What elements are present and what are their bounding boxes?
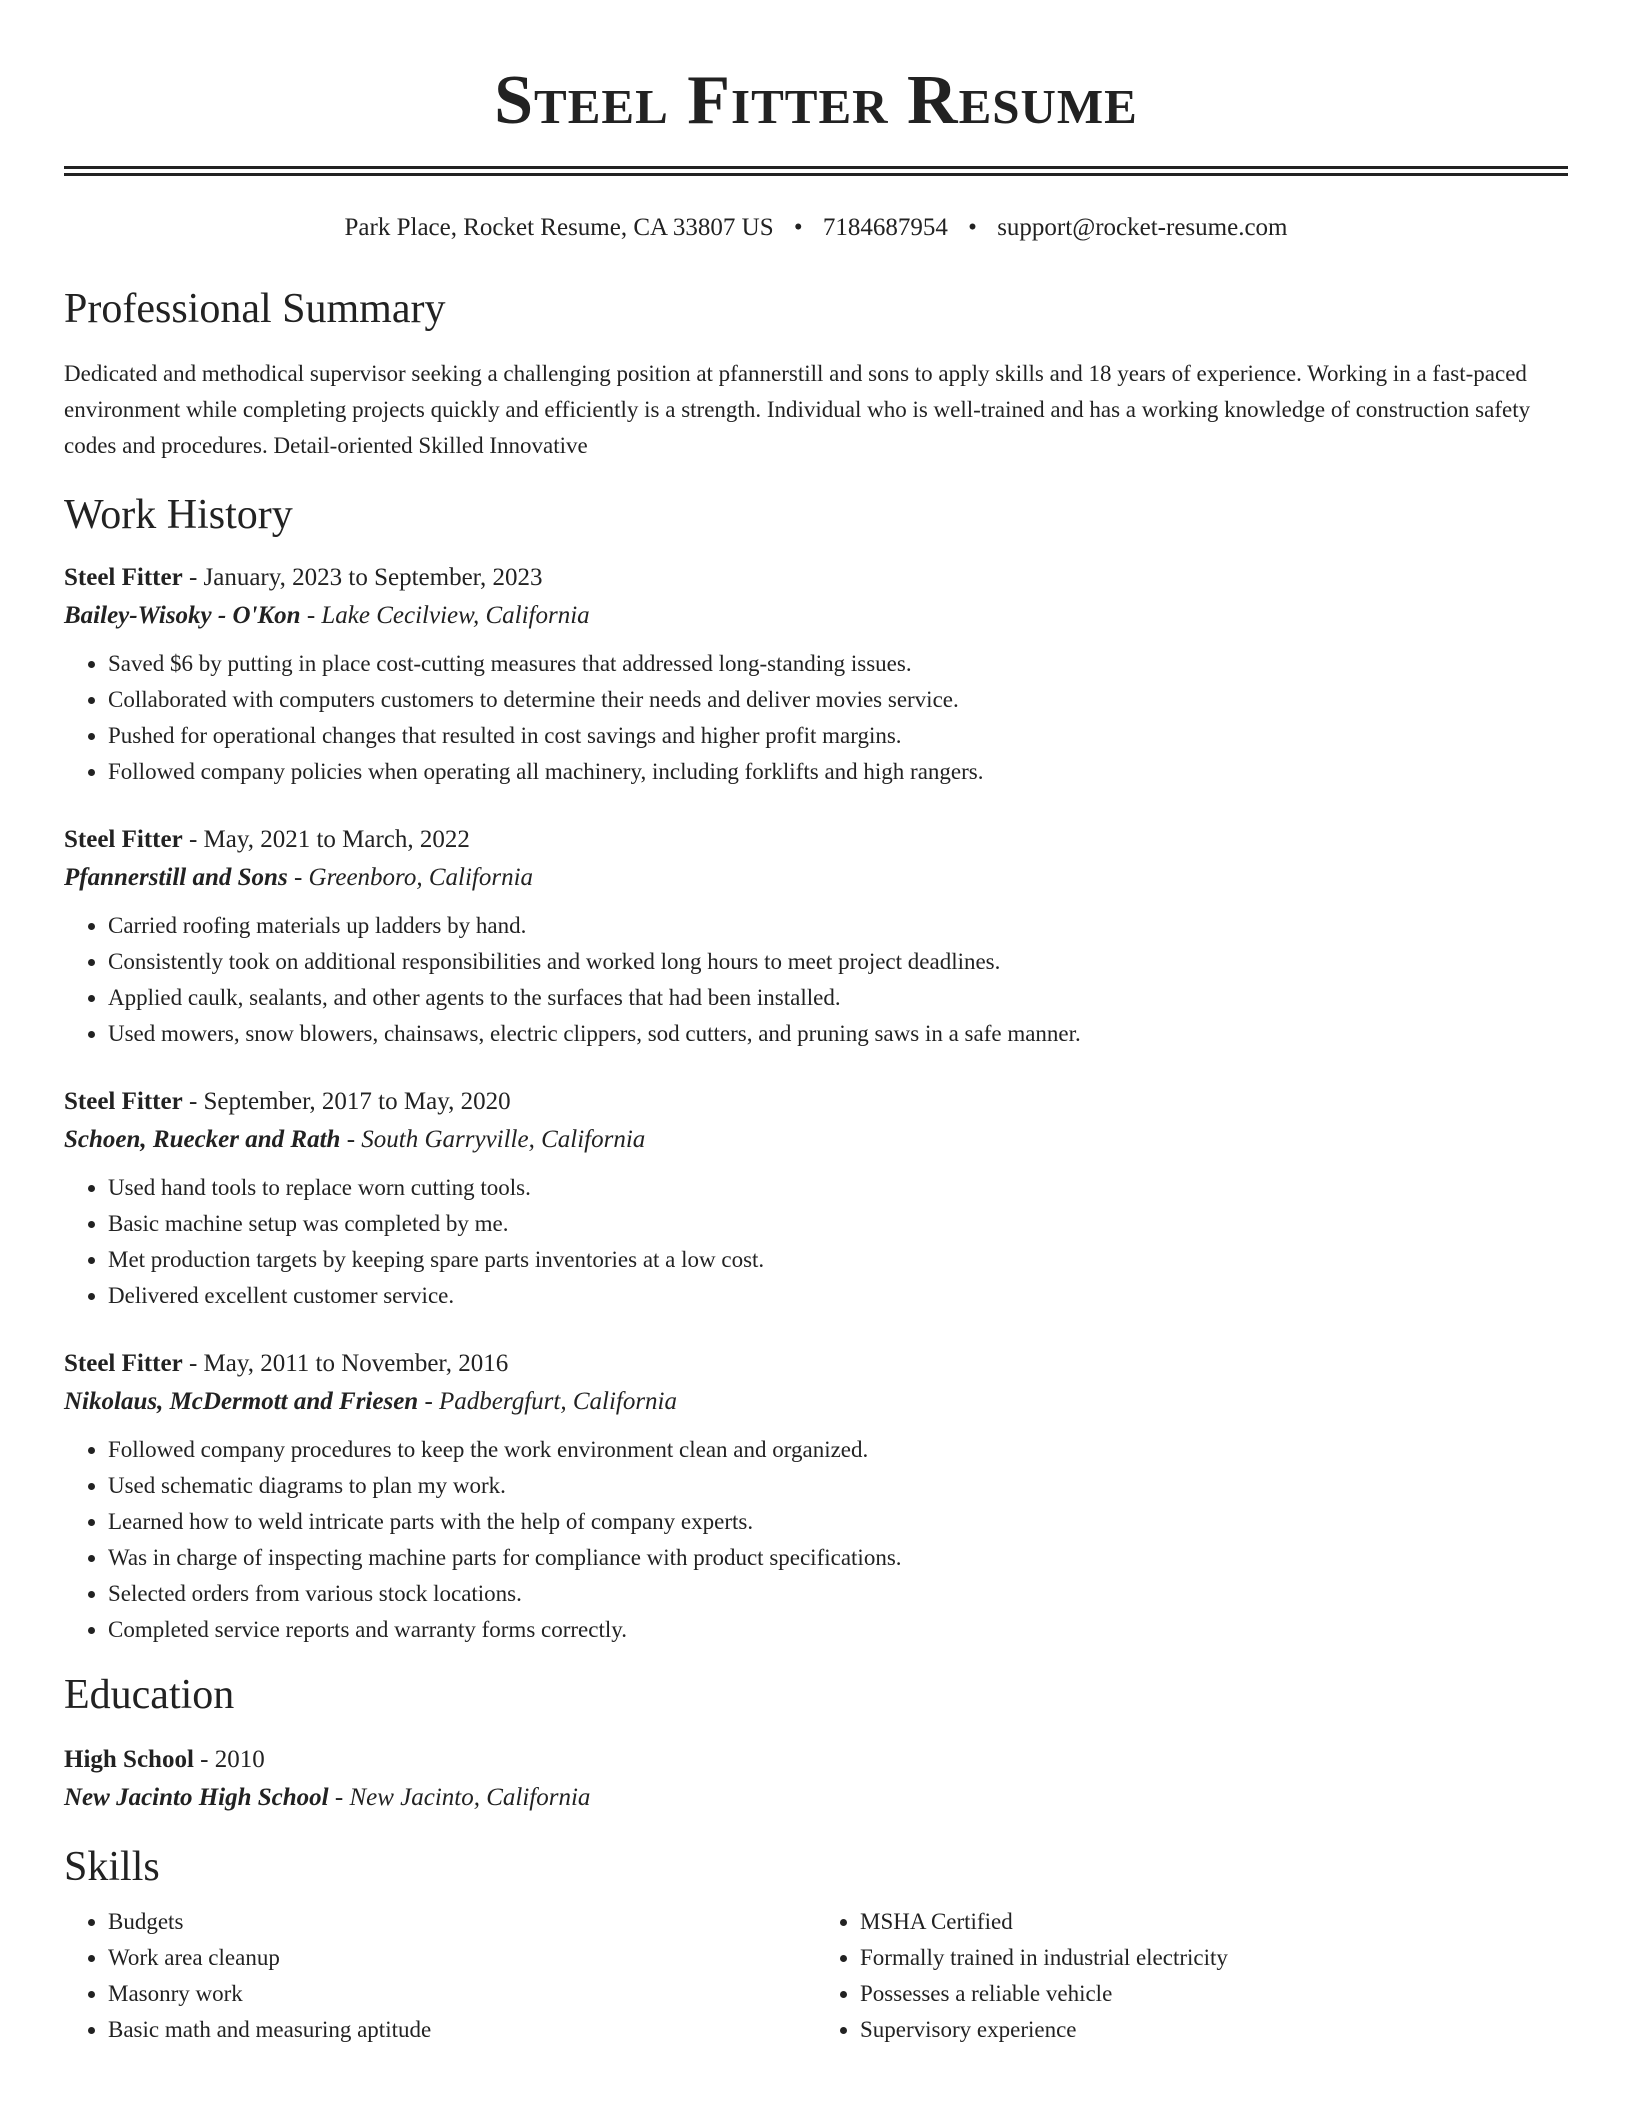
job-bullet: • Saved $6 by putting in place cost-cutting measures that addressed long-standing issues. xyxy=(108,646,1568,682)
job-title: Steel Fitter xyxy=(64,826,183,853)
contact-phone: 7184687954 xyxy=(822,214,948,241)
job-entry xyxy=(64,1346,1568,1648)
job-title-line xyxy=(64,1346,1568,1382)
employer-line xyxy=(64,858,1568,898)
employer-location: - Greenboro, California xyxy=(287,864,534,891)
skill-item: • Formally trained in industrial electricity xyxy=(860,1940,1568,1976)
contact-email: support@rocket-resume.com xyxy=(997,214,1288,241)
job-title-line xyxy=(64,560,1568,596)
job-bullet: • Followed company policies when operating all machinery, including forklifts and high rangers. xyxy=(108,754,1568,790)
job-bullet: • Consistently took on additional responsibilities and worked long hours to meet project deadlines. xyxy=(108,944,1568,980)
job-bullet: • Selected orders from various stock locations. xyxy=(108,1576,1568,1612)
school-line xyxy=(64,1778,1568,1818)
job-bullet: • Used hand tools to replace worn cutting tools. xyxy=(108,1170,1568,1206)
job-title-line xyxy=(64,822,1568,858)
job-bullet: • Was in charge of inspecting machine parts for compliance with product specifications. xyxy=(108,1540,1568,1576)
contact-line xyxy=(64,212,1568,244)
job-dates: - May, 2021 to March, 2022 xyxy=(182,826,470,853)
job-bullets xyxy=(64,908,1568,1052)
resume-title: Steel Fitter Resume xyxy=(494,62,1138,139)
employer-name: Schoen, Ruecker and Rath xyxy=(64,1126,341,1153)
job-bullet: • Learned how to weld intricate parts with the help of company experts. xyxy=(108,1504,1568,1540)
job-bullets xyxy=(64,1432,1568,1648)
job-dates: - January, 2023 to September, 2023 xyxy=(182,564,543,591)
job-title: Steel Fitter xyxy=(64,1350,183,1377)
employer-line xyxy=(64,1382,1568,1422)
job-bullet: • Collaborated with computers customers to determine their needs and deliver movies service. xyxy=(108,682,1568,718)
job-title: Steel Fitter xyxy=(64,564,183,591)
job-entry xyxy=(64,822,1568,1052)
job-title-line xyxy=(64,1084,1568,1120)
employer-line xyxy=(64,1120,1568,1160)
work-history-heading: Work History xyxy=(64,492,293,538)
skill-item: • Possesses a reliable vehicle xyxy=(860,1976,1568,2012)
summary-heading: Professional Summary xyxy=(64,286,446,332)
school-name: New Jacinto High School xyxy=(64,1784,329,1811)
education-entry xyxy=(64,1742,1568,1818)
employer-name: Bailey-Wisoky - O'Kon xyxy=(64,602,301,629)
employer-location: - South Garryville, California xyxy=(340,1126,646,1153)
summary-text: Dedicated and methodical supervisor seeking a challenging position at pfannerstill and sons to apply skills and 18 years of experience. Working in a fast-paced environment while completing projects quickly and efficiently is a strength. Individual who is well-trained and has a working knowledge of construction safety codes and procedures. Detail-oriented Skilled Innovative xyxy=(64,361,1531,458)
skills-columns xyxy=(64,1904,1568,2048)
employer-line xyxy=(64,596,1568,636)
degree-line xyxy=(64,1742,1568,1778)
job-bullet: • Used mowers, snow blowers, chainsaws, electric clippers, sod cutters, and pruning saws in a safe manner. xyxy=(108,1016,1568,1052)
skill-item: • Work area cleanup xyxy=(108,1940,816,1976)
graduation-year: - 2010 xyxy=(193,1746,265,1773)
job-entry xyxy=(64,1084,1568,1314)
job-bullet: • Followed company procedures to keep the work environment clean and organized. xyxy=(108,1432,1568,1468)
skill-item: • Masonry work xyxy=(108,1976,816,2012)
job-bullet: • Pushed for operational changes that resulted in cost savings and higher profit margins. xyxy=(108,718,1568,754)
skill-item: • Basic math and measuring aptitude xyxy=(108,2012,816,2048)
job-bullets xyxy=(64,1170,1568,1314)
contact-address: Park Place, Rocket Resume, CA 33807 US xyxy=(344,214,774,241)
job-bullet: • Applied caulk, sealants, and other agents to the surfaces that had been installed. xyxy=(108,980,1568,1016)
job-bullet: • Used schematic diagrams to plan my work. xyxy=(108,1468,1568,1504)
employer-name: Nikolaus, McDermott and Friesen xyxy=(64,1388,419,1415)
employer-location: - Padbergfurt, California xyxy=(418,1388,678,1415)
contact-separator: • xyxy=(968,214,977,241)
job-bullet: • Basic machine setup was completed by me. xyxy=(108,1206,1568,1242)
skill-item: • Supervisory experience xyxy=(860,2012,1568,2048)
job-bullet: • Completed service reports and warranty forms correctly. xyxy=(108,1612,1568,1648)
title-double-rule xyxy=(64,166,1568,176)
education-heading: Education xyxy=(64,1672,235,1718)
degree: High School xyxy=(64,1746,194,1773)
job-bullets xyxy=(64,646,1568,790)
job-dates: - September, 2017 to May, 2020 xyxy=(182,1088,511,1115)
job-bullet: • Delivered excellent customer service. xyxy=(108,1278,1568,1314)
employer-location: - Lake Cecilview, California xyxy=(300,602,590,629)
skill-item: • MSHA Certified xyxy=(860,1904,1568,1940)
skills-heading: Skills xyxy=(64,1844,160,1890)
job-bullet: • Met production targets by keeping spare parts inventories at a low cost. xyxy=(108,1242,1568,1278)
employer-name: Pfannerstill and Sons xyxy=(64,864,288,891)
job-title: Steel Fitter xyxy=(64,1088,183,1115)
job-entry xyxy=(64,560,1568,790)
skill-item: • Budgets xyxy=(108,1904,816,1940)
job-dates: - May, 2011 to November, 2016 xyxy=(182,1350,509,1377)
skills-left-list xyxy=(64,1904,816,2048)
contact-separator: • xyxy=(793,214,803,241)
school-location: - New Jacinto, California xyxy=(328,1784,591,1811)
job-bullet: • Carried roofing materials up ladders by hand. xyxy=(108,908,1568,944)
skills-right-list xyxy=(816,1904,1568,2048)
